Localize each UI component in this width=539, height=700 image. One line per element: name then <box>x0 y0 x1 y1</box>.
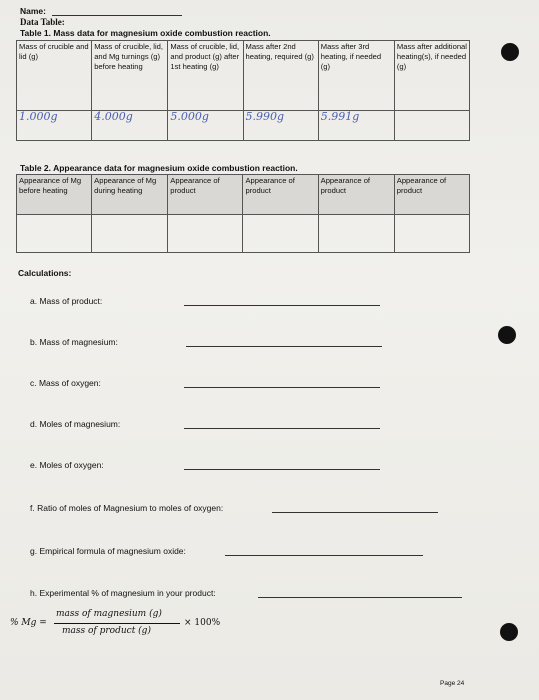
table1-header-cell: Mass of crucible, lid, and product (g) after 1st heating (g) <box>168 41 243 111</box>
table2-title: Table 2. Appearance data for magnesium oxide combustion reaction. <box>20 163 298 173</box>
calc-item-label: f. Ratio of moles of Magnesium to moles of oxygen: <box>30 503 224 513</box>
calc-item-label: c. Mass of oxygen: <box>30 378 101 388</box>
table1-header-cell: Mass after additional heating(s), if needed (g) <box>394 41 469 111</box>
calc-item-label: h. Experimental % of magnesium in your product: <box>30 588 216 598</box>
calc-item-label: d. Moles of magnesium: <box>30 419 121 429</box>
binder-hole <box>498 326 516 344</box>
calc-item-label: b. Mass of magnesium: <box>30 337 118 347</box>
fraction-bar <box>54 623 180 624</box>
data-table-label: Data Table: <box>20 17 65 27</box>
table1-header-cell: Mass of crucible, lid, and Mg turnings (g) before heating <box>92 41 168 111</box>
table1-value-cell[interactable]: 5.000g <box>168 111 243 141</box>
table1-value-cell[interactable]: 4.000g <box>92 111 168 141</box>
table1-header-cell: Mass after 3rd heating, if needed (g) <box>318 41 394 111</box>
answer-line[interactable] <box>184 387 380 388</box>
table2-value-cell[interactable] <box>318 215 394 253</box>
mass-data-table <box>16 40 470 141</box>
table1-title: Table 1. Mass data for magnesium oxide combustion reaction. <box>20 28 271 38</box>
page-number: Page 24 <box>440 680 465 687</box>
table2-header-cell: Appearance of Mg during heating <box>92 175 168 215</box>
table1-value-cell[interactable] <box>394 111 469 141</box>
binder-hole <box>500 623 518 641</box>
answer-line[interactable] <box>258 597 462 598</box>
table2-value-cell[interactable] <box>394 215 469 253</box>
table2-value-cell[interactable] <box>168 215 243 253</box>
answer-line[interactable] <box>184 469 380 470</box>
formula-numerator: mass of magnesium (g) <box>56 609 162 619</box>
answer-line[interactable] <box>272 512 438 513</box>
answer-line[interactable] <box>186 346 382 347</box>
calc-item-label: g. Empirical formula of magnesium oxide: <box>30 546 186 556</box>
table1-header-cell: Mass of crucible and lid (g) <box>17 41 92 111</box>
table1-value-cell[interactable]: 5.990g <box>243 111 318 141</box>
table1-value-cell[interactable]: 5.991g <box>318 111 394 141</box>
table2-value-cell[interactable] <box>243 215 318 253</box>
binder-hole <box>501 43 519 61</box>
table1-header-cell: Mass after 2nd heating, required (g) <box>243 41 318 111</box>
formula-lhs: % Mg = <box>10 618 47 628</box>
calculations-title: Calculations: <box>18 268 72 278</box>
answer-line[interactable] <box>184 428 380 429</box>
answer-line[interactable] <box>184 305 380 306</box>
table2-header-cell: Appearance of product <box>318 175 394 215</box>
table2-header-cell: Appearance of product <box>394 175 469 215</box>
answer-line[interactable] <box>225 555 423 556</box>
table2-header-cell: Appearance of product <box>243 175 318 215</box>
name-label: Name: <box>20 6 46 16</box>
calc-item-label: a. Mass of product: <box>30 296 103 306</box>
table2-value-cell[interactable] <box>17 215 92 253</box>
table2-value-cell[interactable] <box>92 215 168 253</box>
formula-denominator: mass of product (g) <box>62 626 151 636</box>
table1-value-cell[interactable]: 1.000g <box>17 111 92 141</box>
table2-header-cell: Appearance of product <box>168 175 243 215</box>
appearance-data-table <box>16 174 470 253</box>
table2-header-cell: Appearance of Mg before heating <box>17 175 92 215</box>
calc-item-label: e. Moles of oxygen: <box>30 460 104 470</box>
name-line[interactable] <box>52 15 182 16</box>
formula-multiplier: × 100% <box>184 618 221 628</box>
